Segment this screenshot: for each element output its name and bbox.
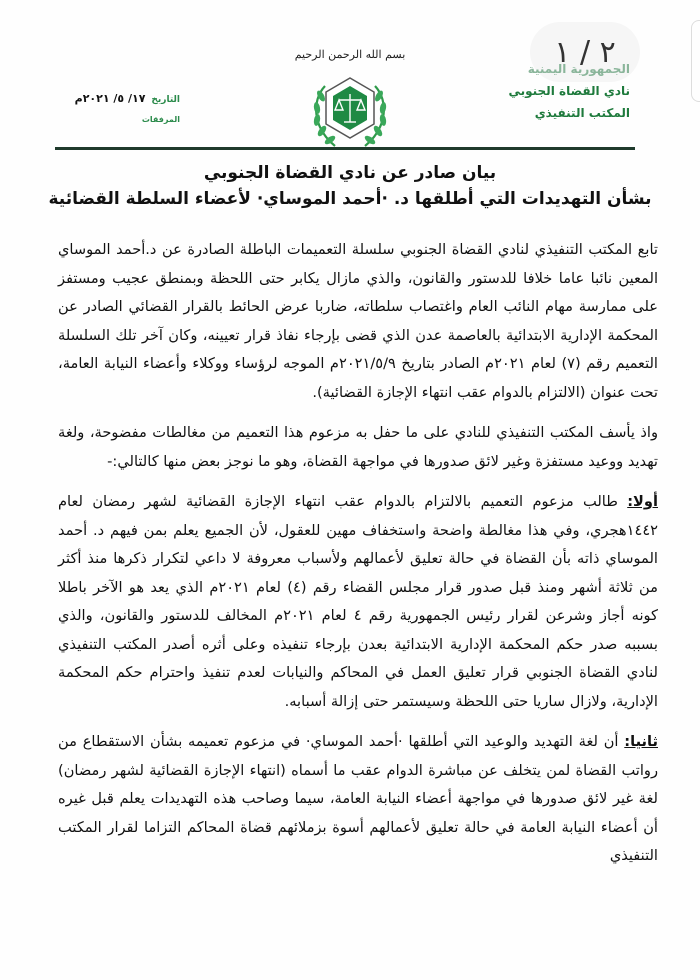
- org-office: المكتب التنفيذي: [534, 106, 630, 120]
- paragraph-regret: [58, 419, 658, 476]
- page-indicator: ٢ / ١: [530, 22, 640, 82]
- paragraph-first-point: [58, 488, 658, 716]
- title-line-1: بيان صادر عن نادي القضاة الجنوبي: [203, 163, 497, 183]
- org-country: الجمهورية اليمنية: [527, 62, 630, 76]
- statement-body: [58, 236, 658, 883]
- page-edge: [691, 20, 700, 102]
- basmala: بسم الله الرحمن الرحيم: [294, 48, 406, 61]
- title-line-2: بشأن التهديدات التي أطلقها د. ·أحمد الموساي· لأعضاء السلطة القضائية: [48, 189, 652, 209]
- paragraph-text: أن لغة التهديد والوعيد التي أطلقها ·أحمد الموساي· في مزعوم تعميمه بشأن الاستقطاع من رواتب القضاة لمن يتخلف عن مباشرة الدوام عقب ما أسماه (انتهاء الإجازة القضائية لشهر رمضان) لغة غير لائق صدورها في مواجهة أعضاء النيابة العامة، سيما وصاحب هذه التهديدات يعلم قبل غيره أن أعضاء النيابة العامة في حالة تعليق لأعمالهم أسوة بزملائهم قضاة المحاكم التزاما لقرار المكتب التنفيذي: [58, 733, 658, 864]
- point-label-first: أولا:: [627, 493, 658, 510]
- attachments-label: المرفقات: [141, 115, 180, 124]
- organization-header: [470, 58, 630, 124]
- date-block: [60, 92, 180, 124]
- scales-of-justice-emblem-icon: [303, 66, 397, 156]
- date-value: ١٧/ ٥/ ٢٠٢١م: [74, 92, 146, 105]
- date-label: التاريخ: [151, 95, 180, 105]
- paragraph-second-point: [58, 728, 658, 871]
- org-name: نادي القضاة الجنوبي: [508, 84, 630, 98]
- paragraph-text: طالب مزعوم التعميم بالالتزام بالدوام عقب انتهاء الإجازة القضائية لشهر رمضان لعام ١٤٤٢هجري، وفي هذا مغالطة واضحة واستخفاف مهين للعقول، لأن الجميع يعلم بمن فيهم د. أحمد الموساي ذاته بأن القضاة في حالة تعليق لأعمالهم ولأسباب معروفة لا داعي لتكرار ذكرها منذ أكثر من ثلاثة أشهر ومنذ قبل صدور قرار مجلس القضاء رقم (٤) لعام ٢٠٢١م الذي يعد هو الآخر باطلا كونه أجاز وشرعن لقرار رئيس الجمهورية رقم ٤ لعام ٢٠٢١م المخالف للدستور والقانون، والذي بسببه صدر حكم المحكمة الإدارية الابتدائية بعدن بإرجاء تنفيذه وعلى أثره أصدر المكتب التنفيذي لنادي القضاة الجنوبي قرار تعليق العمل في المحاكم والنيابات لعدم تنفيذ واحترام حكم المحكمة الإدارية، ولازال ساريا حتى اللحظة وسيستمر حتى إزالة أسبابه.: [58, 493, 658, 710]
- paragraph-text: تابع المكتب التنفيذي لنادي القضاة الجنوبي سلسلة التعميمات الباطلة الصادرة عن د.أحمد الموساي المعين نائبا عاما خلافا للدستور والقانون، والذي مازال يكابر حتى اللحظة وبمنطق عجيب ومستفز على ممارسة مهام النائب العام واغتصاب سلطاته، ضاربا عرض الحائط بالقرار القضائي الصادر عن المحكمة الإدارية الابتدائية بالعاصمة عدن الذي قضى بإرجاء نفاذ قرار تعيينه، وكان آخر تلك السلسلة التعميم رقم (٧) لعام ٢٠٢١م الصادر بتاريخ ٢٠٢١/٥/٩م الموجه لرؤساء ووكلاء وأعضاء النيابة العامة، تحت عنوان (الالتزام بالدوام عقب انتهاء الإجازة القضائية).: [58, 241, 658, 401]
- point-label-second: ثانيا:: [624, 733, 658, 750]
- paragraph-intro: [58, 236, 658, 407]
- header-divider: [55, 147, 635, 150]
- paragraph-text: واذ يأسف المكتب التنفيذي للنادي على ما حفل به مزعوم هذا التعميم من مغالطات مفضوحة، ولغة تهديد ووعيد مستفزة وغير لائق صدورها في مواجهة القضاة، وهو ما نوجز بعض منها كالتالي:-: [58, 424, 658, 470]
- statement-title: [40, 160, 660, 212]
